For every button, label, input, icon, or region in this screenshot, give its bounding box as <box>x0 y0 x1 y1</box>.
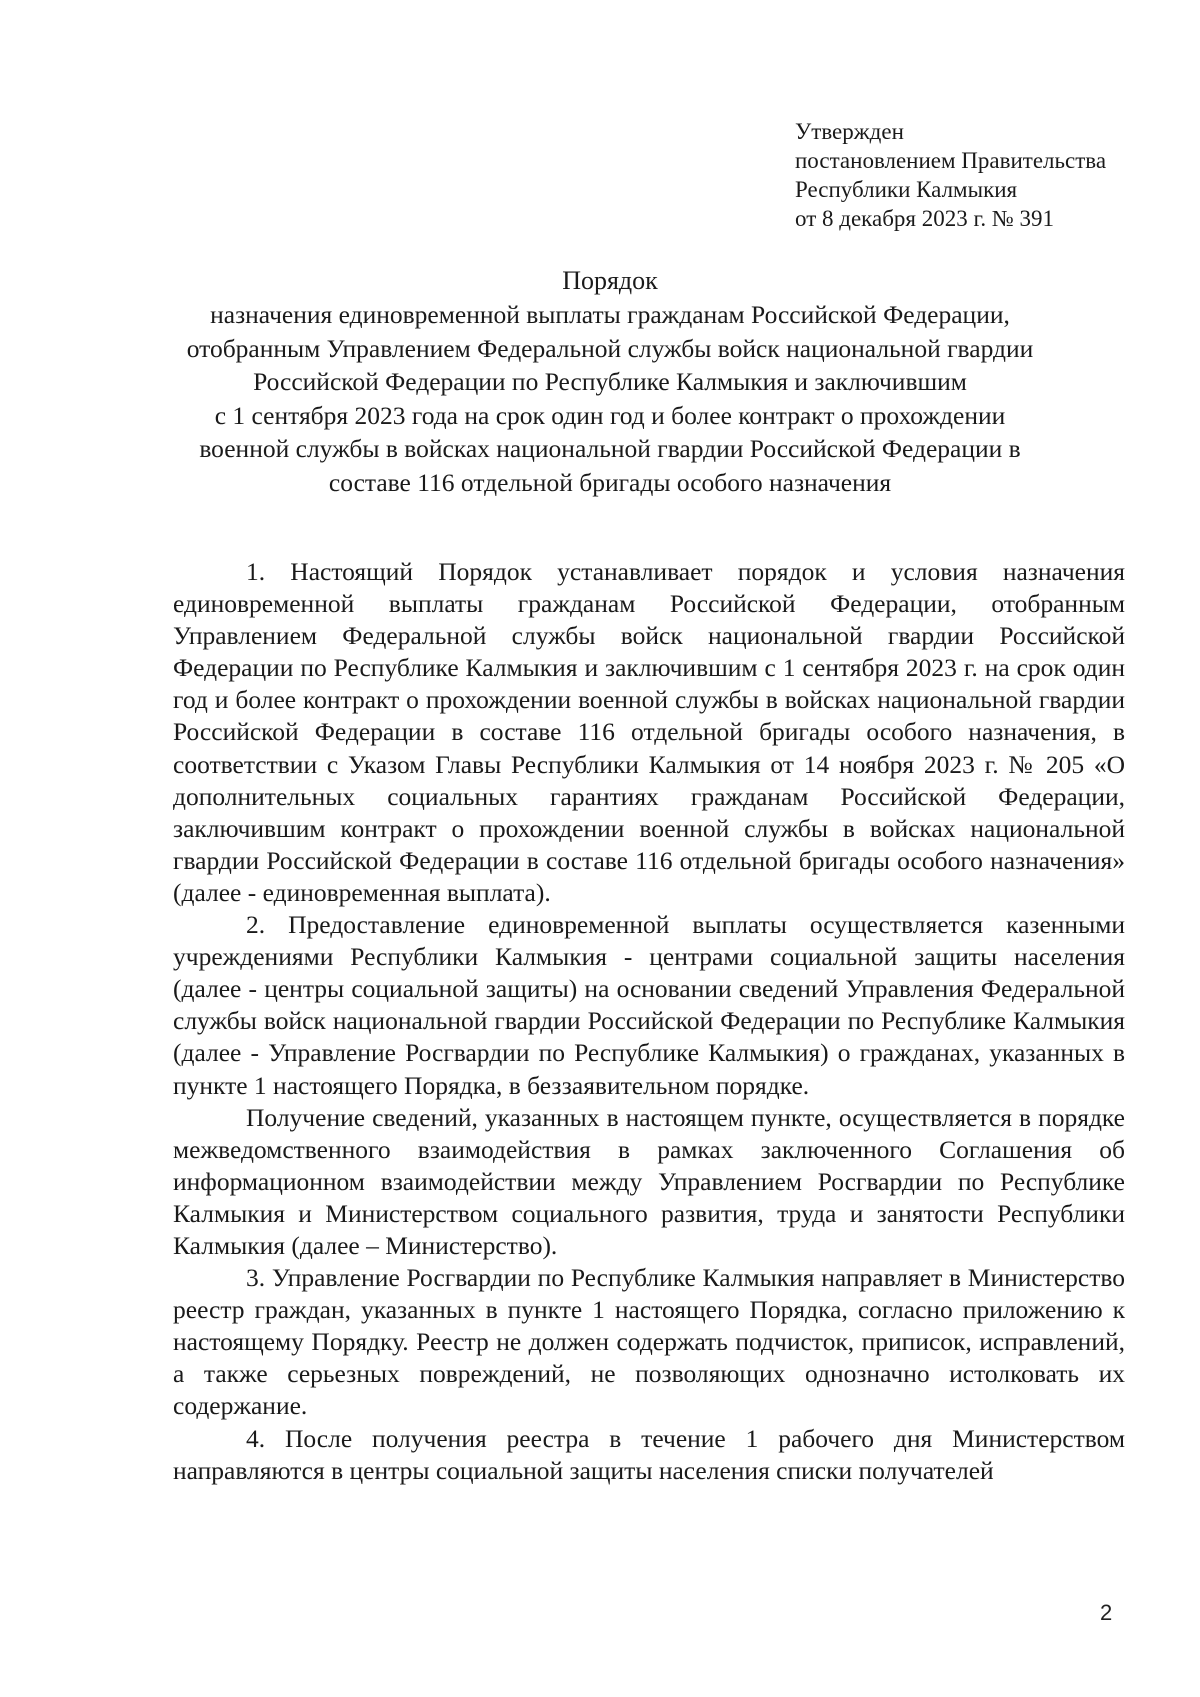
page-number: 2 <box>1100 1600 1113 1625</box>
subtitle-line: военной службы в войсках национальной гвардии Российской Федерации в <box>199 434 1021 463</box>
subtitle-line: с 1 сентября 2023 года на срок один год и более контракт о прохождении <box>214 400 1006 430</box>
paragraph-clause-2: 2. Предоставление единовременной выплаты осуществляется казенными учреждениями Республики Калмыкия - центрами социальной защиты населения (далее - центры социальной защиты) на основании сведений Управления Федеральной службы войск национальной гвардии Российской Федерации по Республике Калмыкия (далее - Управление Росгвардии по Республике Калмыкия) о гражданах, указанных в пункте 1 настоящего Порядка, в беззаявительном порядке. <box>173 910 1125 1100</box>
paragraph-clause-2-continued: Получение сведений, указанных в настоящем пункте, осуществляется в порядке межведомственного взаимодействия в рамках заключенного Соглашения об информационном взаимодействии между Управлением Росгвардии по Республике Калмыкия и Министерством социального развития, труда и занятости Республики Калмыкия (далее – Министерство). <box>173 1102 1125 1260</box>
paragraph-clause-1: 1. Настоящий Порядок устанавливает порядок и условия назначения единовременной выплаты гражданам Российской Федерации, отобранным Управлением Федеральной службы войск национальной гвардии Российской Федерации по Республике Калмыкия и заключившим с 1 сентября 2023 г. на срок один год и более контракт о прохождении военной службы в войсках национальной гвардии Российской Федерации в составе 116 отдельной бригады особого назначения, в соответствии с Указом Главы Республики Калмыкия от 14 ноября 2023 г. № 205 «О дополнительных социальных гарантиях гражданам Российской Федерации, заключившим контракт о прохождении военной службы в войсках национальной гвардии Российской Федерации в составе 116 отдельной бригады особого назначения» (далее - единовременная выплата). <box>173 557 1125 907</box>
approval-line-republic: Республики Калмыкия <box>795 177 1018 202</box>
paragraph-clause-4: 4. После получения реестра в течение 1 рабочего дня Министерством направляются в центры социальной защиты населения списки получателей <box>173 1423 1125 1485</box>
paragraph-clause-3: 3. Управление Росгвардии по Республике Калмыкия направляет в Министерство реестр граждан, указанных в пункте 1 настоящего Порядка, согласно приложению к настоящему Порядку. Реестр не должен содержать подчисток, приписок, исправлений, а также серьезных повреждений, не позволяющих однозначно истолковать их содержание. <box>173 1263 1125 1421</box>
approval-stamp-block <box>795 117 1125 233</box>
document-title: Порядок <box>562 266 658 295</box>
approval-line-date-number: от 8 декабря 2023 г. № 391 <box>795 206 1055 231</box>
document-title-block <box>150 264 1070 499</box>
subtitle-line: отобранным Управлением Федеральной службы войск национальной гвардии <box>186 333 1034 363</box>
document-subtitle <box>150 298 1070 499</box>
approval-line-approved: Утвержден <box>795 119 904 144</box>
document-body <box>173 556 1125 1487</box>
approval-line-resolution: постановлением Правительства <box>795 148 1107 173</box>
subtitle-line: назначения единовременной выплаты гражданам Российской Федерации, <box>210 300 1010 329</box>
subtitle-line: составе 116 отдельной бригады особого назначения <box>328 467 892 497</box>
subtitle-line: Российской Федерации по Республике Калмыкия и заключившим <box>253 367 967 396</box>
